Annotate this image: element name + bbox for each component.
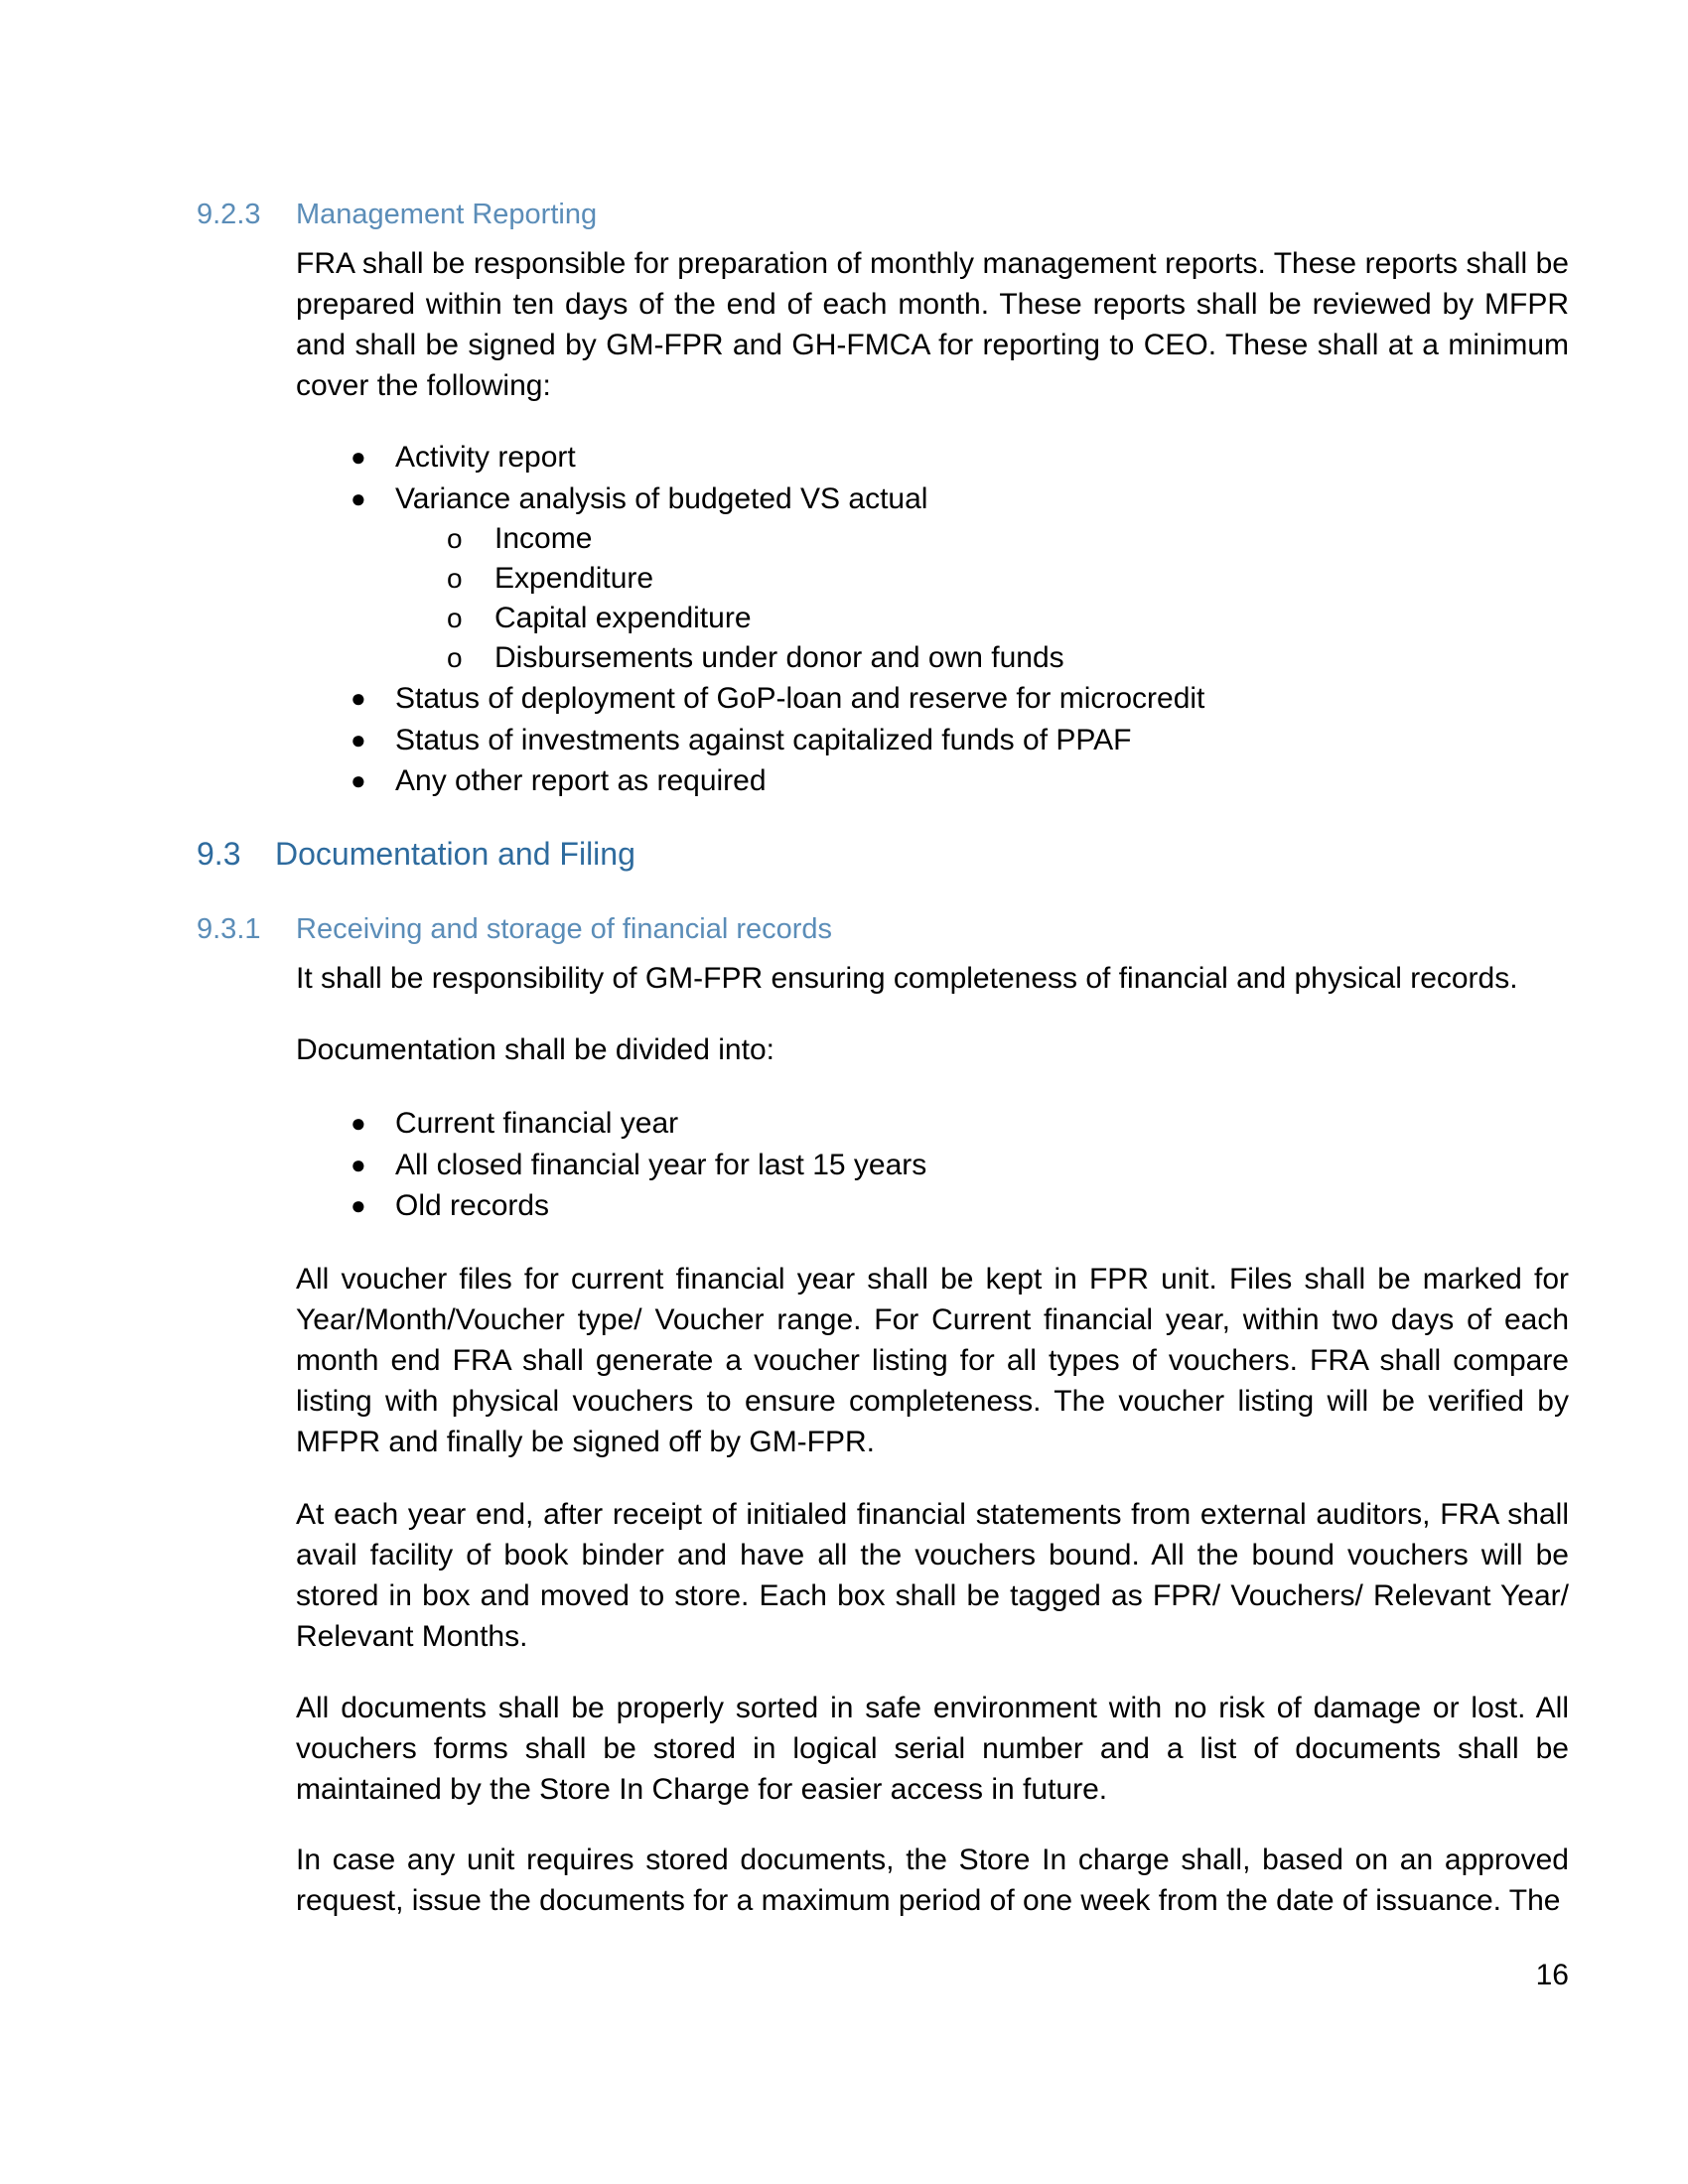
bullet-icon: ● xyxy=(351,724,366,754)
hollow-bullet-icon: o xyxy=(447,603,463,633)
section-heading-9-3-1 xyxy=(197,913,832,946)
list-item: ● Old records xyxy=(296,1185,1569,1227)
storage-paragraph: All documents shall be properly sorted in safe environment with no risk of damage or lost. All vouchers forms shall be stored in logical serial number and a list of documents shall be maintained by the Store In Charge for easier access in future. xyxy=(296,1692,1569,1806)
bullet-icon: ● xyxy=(351,1149,366,1179)
bullet-icon: ● xyxy=(351,442,366,472)
bullet-icon: ● xyxy=(351,765,366,795)
sub-list-item: o Capital expenditure xyxy=(296,599,1569,638)
list-item: ● Variance analysis of budgeted VS actual xyxy=(296,478,1569,520)
bullet-icon: ● xyxy=(351,1190,366,1220)
bullet-icon: ● xyxy=(351,683,366,713)
page-number: 16 xyxy=(1535,1959,1569,1991)
list-item: ● Any other report as required xyxy=(296,760,1569,802)
list-item: ● Current financial year xyxy=(296,1103,1569,1145)
year-end-paragraph: At each year end, after receipt of initialed financial statements from external auditors, FRA shall avail facility of book binder and have all the vouchers bound. All the bound vouchers will be stored in box and moved to store. Each box shall be tagged as FPR/ Vouchers/ Relevant Year/ Relevant Months. xyxy=(296,1498,1569,1653)
hollow-bullet-icon: o xyxy=(447,563,463,594)
bullet-icon: ● xyxy=(351,1108,366,1138)
section-heading-9-3 xyxy=(197,836,635,873)
section-title: Documentation and Filing xyxy=(275,836,635,872)
hollow-bullet-icon: o xyxy=(447,523,463,554)
responsibility-paragraph: It shall be responsibility of GM-FPR ensuring completeness of financial and physical records. xyxy=(296,962,1518,995)
list-item: ● All closed financial year for last 15 years xyxy=(296,1145,1569,1186)
hollow-bullet-icon: o xyxy=(447,642,463,673)
list-item: ● Status of investments against capitalized funds of PPAF xyxy=(296,720,1569,761)
voucher-files-paragraph: All voucher files for current financial year shall be kept in FPR unit. Files shall be marked for Year/Month/Voucher type/ Voucher range. For Current financial year, within two days of each month end FRA shall generate a voucher listing for all types of vouchers. FRA shall compare listing with physical vouchers to ensure completeness. The voucher listing will be verified by MFPR and finally be signed off by GM-FPR. xyxy=(296,1263,1569,1458)
list-item: ● Activity report xyxy=(296,437,1569,478)
section-number: 9.3 xyxy=(197,836,241,872)
section-number: 9.2.3 xyxy=(197,199,261,230)
division-intro-paragraph: Documentation shall be divided into: xyxy=(296,1033,774,1066)
documentation-division-list xyxy=(296,1103,1569,1227)
sub-list-item: o Disbursements under donor and own funds xyxy=(296,638,1569,678)
management-reporting-paragraph: FRA shall be responsible for preparation of monthly management reports. These reports shall be prepared within ten days of the end of each month. These reports shall be reviewed by MFPR and shall be signed by GM-FPR and GH-FMCA for reporting to CEO. These shall at a minimum cover the following: xyxy=(296,247,1569,402)
sub-list-item: o Income xyxy=(296,519,1569,559)
section-heading-9-2-3 xyxy=(197,199,597,231)
section-title: Management Reporting xyxy=(296,199,598,230)
list-item: ● Status of deployment of GoP-loan and reserve for microcredit xyxy=(296,678,1569,720)
retrieval-paragraph: In case any unit requires stored documents, the Store In charge shall, based on an approved request, issue the documents for a maximum period of one week from the date of issuance. The xyxy=(296,1843,1569,1917)
bullet-icon: ● xyxy=(351,482,366,513)
management-report-list xyxy=(296,437,1569,802)
section-number: 9.3.1 xyxy=(197,913,261,945)
sub-list-item: o Expenditure xyxy=(296,559,1569,599)
section-title: Receiving and storage of financial records xyxy=(296,913,833,945)
